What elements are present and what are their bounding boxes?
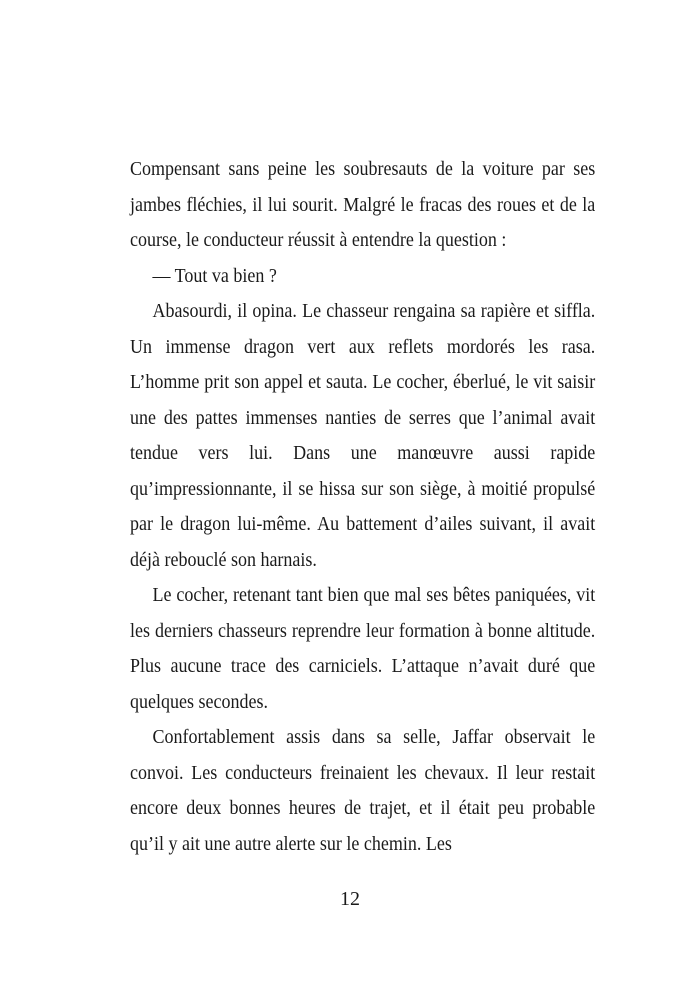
paragraph-5: Confortablement assis dans sa selle, Jaffar observait le convoi. Les conducteurs freinaient les chevaux. Il leur restait encore deux bonnes heures de trajet, et il était peu probable qu’il y ait une autre alerte sur le chemin. Les (130, 726, 596, 855)
paragraph-3: Abasourdi, il opina. Le chasseur rengaina sa rapière et siffla. Un immense dragon vert aux reflets mordorés les rasa. L’homme prit son appel et sauta. Le cocher, éberlué, le vit saisir une des pattes immenses nanties de serres que l’animal avait tendue vers lui. Dans une manœuvre aussi rapide qu’impressionnante, il se hissa sur son siège, à moitié propulsé par le dragon lui-même. Au battement d’ailes suivant, il avait déjà rebouclé son harnais. (130, 300, 596, 571)
body-text (130, 152, 596, 862)
page-number: 12 (340, 888, 360, 910)
paragraph-2-dialogue: — Tout va bien ? (152, 264, 277, 287)
paragraph-4: Le cocher, retenant tant bien que mal ses bêtes paniquées, vit les derniers chasseurs reprendre leur formation à bonne altitude. Plus aucune trace des carniciels. L’attaque n’avait duré que quelques secondes. (130, 584, 596, 713)
paragraph-1: Compensant sans peine les soubresauts de la voiture par ses jambes fléchies, il lui sourit. Malgré le fracas des roues et de la course, le conducteur réussit à entendre la question : (130, 158, 596, 251)
